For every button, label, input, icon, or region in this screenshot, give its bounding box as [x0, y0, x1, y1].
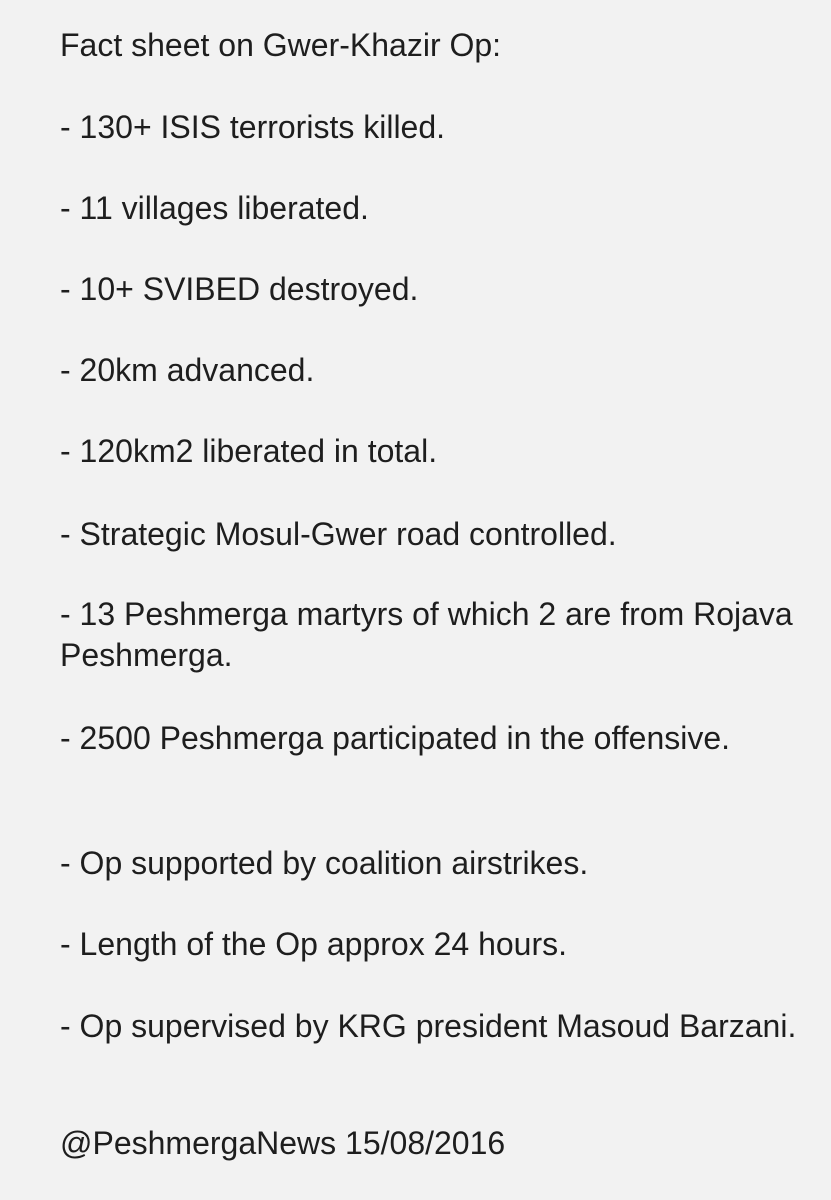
source-and-date: @PeshmergaNews 15/08/2016: [60, 1125, 506, 1161]
fact-item-supervisor: - Op supervised by KRG president Masoud Barzani.: [60, 1008, 797, 1044]
fact-item-participants: - 2500 Peshmerga participated in the offensive.: [60, 720, 731, 756]
fact-item-airstrikes: - Op supported by coalition airstrikes.: [60, 845, 589, 881]
fact-item-killed: - 130+ ISIS terrorists killed.: [60, 109, 446, 145]
fact-item-duration: - Length of the Op approx 24 hours.: [60, 926, 567, 962]
fact-item-villages: - 11 villages liberated.: [60, 190, 369, 226]
fact-item-road: - Strategic Mosul-Gwer road controlled.: [60, 516, 617, 552]
fact-item-area: - 120km2 liberated in total.: [60, 433, 438, 469]
fact-item-advance: - 20km advanced.: [60, 352, 315, 388]
fact-item-svibed: - 10+ SVIBED destroyed.: [60, 271, 419, 307]
fact-sheet-title: Fact sheet on Gwer-Khazir Op:: [60, 27, 502, 63]
fact-item-martyrs: - 13 Peshmerga martyrs of which 2 are from Rojava Peshmerga.: [60, 596, 793, 673]
